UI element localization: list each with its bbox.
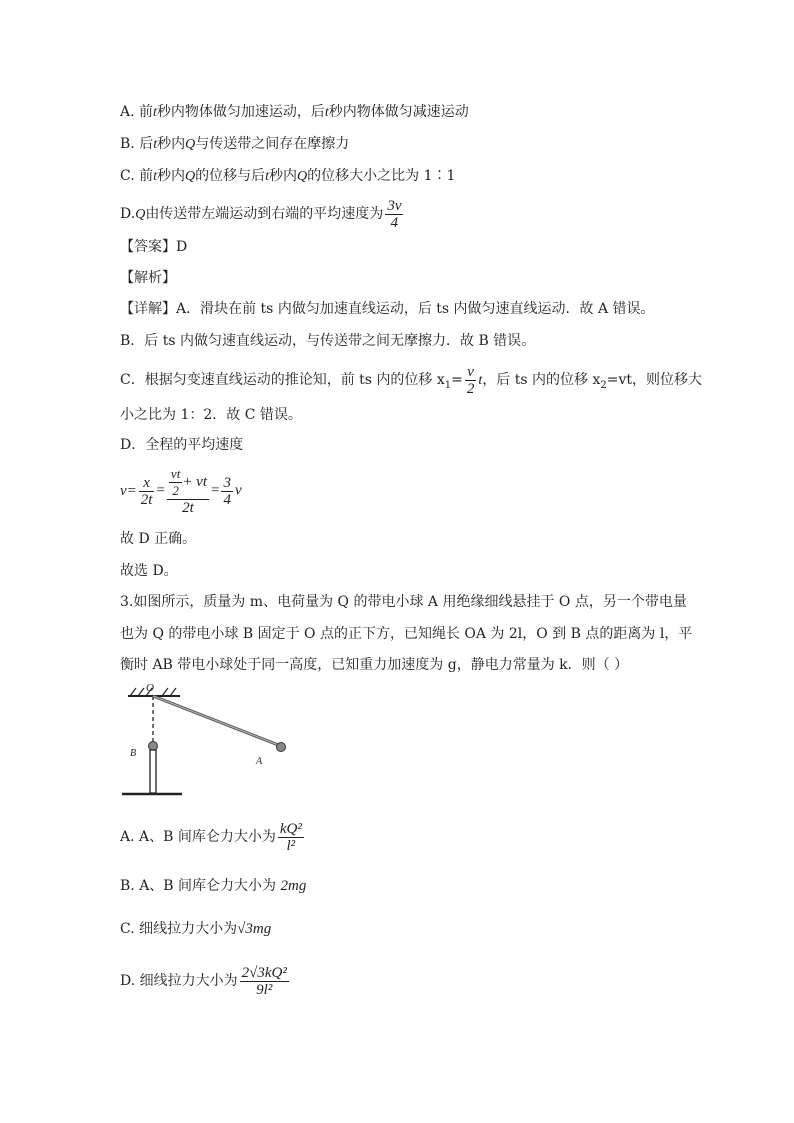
compound-numerator xyxy=(167,466,209,500)
option-a-end: 秒内物体做匀减速运动 xyxy=(328,104,469,120)
analysis-label: 【解析】 xyxy=(120,270,176,286)
fraction-denominator: 2t xyxy=(140,491,153,508)
detail-line-7: 故选 D。 xyxy=(120,563,178,579)
q3-option-b-text: B. A、B 间库仑力大小为 xyxy=(120,878,277,894)
detail-line-1: 【详解】A．滑块在前 ts 内做匀加速直线运动，后 ts 内做匀速直线运动．故 A 错误。 xyxy=(120,301,655,317)
fraction-denominator: 4 xyxy=(390,214,399,231)
fraction-denominator: 2 xyxy=(172,483,179,498)
option-c-mid3: 秒内 xyxy=(269,168,298,184)
fraction-3-4 xyxy=(221,475,233,508)
answer-label: 【答案】D xyxy=(120,239,188,255)
option-a-mid: 秒内物体做匀加速运动，后 xyxy=(156,104,325,120)
detail-line-4: 小之比为 1：2．故 C 错误。 xyxy=(120,407,302,423)
plus-vt: + vt xyxy=(182,473,208,490)
option-b-prefix: B. 后 xyxy=(120,136,154,152)
detail-line-2: B．后 ts 内做匀速直线运动，与传送带之间无摩擦力．故 B 错误。 xyxy=(120,333,536,349)
q3-option-b xyxy=(120,876,306,896)
label-a: A xyxy=(256,756,263,767)
detail-line-3 xyxy=(120,362,702,404)
var-q: Q xyxy=(185,169,196,184)
fraction-vt-2 xyxy=(169,466,182,499)
subscript-2: 2 xyxy=(600,379,607,391)
var-t: t xyxy=(153,169,158,184)
fraction-numerator: 2√3kQ² xyxy=(241,964,287,981)
fraction-x-2t xyxy=(139,475,155,508)
q3-option-d xyxy=(120,961,291,1001)
detail-line-6: 故 D 正确。 xyxy=(120,531,197,547)
option-b xyxy=(120,134,349,155)
q3-option-c-text: C. 细线拉力大小为 xyxy=(120,921,238,937)
option-c-prefix: C. 前 xyxy=(120,168,154,184)
equals-sign: = xyxy=(211,482,220,499)
option-d-mid: 由传送带左端运动到右端的平均速度为 xyxy=(145,206,384,222)
fraction-v-2 xyxy=(465,364,477,397)
label-b: B xyxy=(130,748,137,759)
fraction-numerator: kQ² xyxy=(279,820,302,837)
var-q: Q xyxy=(185,137,196,152)
ball-b xyxy=(149,742,158,751)
q3-option-d-text: D. 细线拉力大小为 xyxy=(120,973,238,989)
option-c xyxy=(120,166,455,187)
q3-option-c xyxy=(120,919,271,939)
fraction-numerator: 3v xyxy=(387,197,402,214)
q3-option-a xyxy=(120,817,306,857)
detail-line-3-a: C．根据匀变速直线运动的推论知，前 ts 内的位移 x xyxy=(120,372,445,388)
detail-line-5: D．全程的平均速度 xyxy=(120,437,244,453)
eq-lhs: v= xyxy=(120,482,137,499)
var-t: t xyxy=(265,169,270,184)
fraction-denominator: 2 xyxy=(466,380,475,397)
q3-option-b-value: 2mg xyxy=(280,878,307,894)
var-t: t xyxy=(324,105,329,120)
label-o: O xyxy=(146,682,154,694)
fraction-denominator: 9l² xyxy=(256,981,273,998)
subscript-1: 1 xyxy=(444,379,452,391)
fraction-numerator: x xyxy=(139,475,155,492)
string-oa-highlight xyxy=(153,696,281,746)
option-c-mid1: 秒内 xyxy=(157,168,186,184)
fraction-compound xyxy=(167,466,209,516)
fraction-denominator: l² xyxy=(286,837,296,854)
fraction-numerator: 3 xyxy=(223,474,231,491)
option-a xyxy=(120,102,469,123)
q3-line-1: 3.如图所示，质量为 m、电荷量为 Q 的带电小球 A 用绝缘细线悬挂于 O 点，另一个带电量 xyxy=(120,594,687,610)
equals-sign: = xyxy=(451,372,463,388)
var-t: t xyxy=(153,105,157,120)
option-a-prefix: A. 前 xyxy=(120,104,154,120)
option-b-end: 与传送带之间存在摩擦力 xyxy=(195,136,350,152)
var-v: v xyxy=(234,482,242,499)
var-t: t xyxy=(478,373,483,388)
pendulum-diagram xyxy=(118,682,293,800)
fraction-kq2-l2 xyxy=(278,821,304,854)
var-t: t xyxy=(153,137,158,152)
var-q: Q xyxy=(297,169,308,184)
q3-option-a-text: A. A、B 间库仑力大小为 xyxy=(120,829,276,845)
fraction-numerator: v xyxy=(465,364,477,381)
fraction-denominator: 4 xyxy=(223,491,231,508)
ball-a xyxy=(277,743,286,752)
option-d-prefix: D. xyxy=(120,206,136,222)
detail-line-3-b: ，后 ts 内的位移 x xyxy=(482,372,601,388)
detail-line-3-c: =vt，则位移大 xyxy=(606,372,702,388)
q3-line-3: 衡时 AB 带电小球处于同一高度，已知重力加速度为 g，静电力常量为 k．则（ ） xyxy=(120,657,629,673)
var-q: Q xyxy=(135,207,146,222)
fraction-numerator: vt xyxy=(170,466,181,481)
option-c-mid2: 的位移与后 xyxy=(195,168,266,184)
option-d xyxy=(120,196,405,233)
q3-option-c-value: √3mg xyxy=(237,921,272,937)
fraction-denominator: 2t xyxy=(182,500,194,516)
average-velocity-equation: v= $\frac{x}{2t}$ = $\frac{vt}{2}$ + vt 2t = $\frac{3}{4}$ v xyxy=(120,466,242,516)
fraction-3v-4 xyxy=(385,198,403,231)
stand-pole xyxy=(150,750,156,793)
q3-line-2: 也为 Q 的带电小球 B 固定于 O 点的正下方，已知绳长 OA 为 2l，O 到 B 点的距离为 l，平 xyxy=(120,626,693,642)
fraction-2sqrt3kq2-9l2 xyxy=(240,965,289,998)
option-b-mid: 秒内 xyxy=(157,136,186,152)
option-c-end: 的位移大小之比为 1∶1 xyxy=(307,168,456,184)
